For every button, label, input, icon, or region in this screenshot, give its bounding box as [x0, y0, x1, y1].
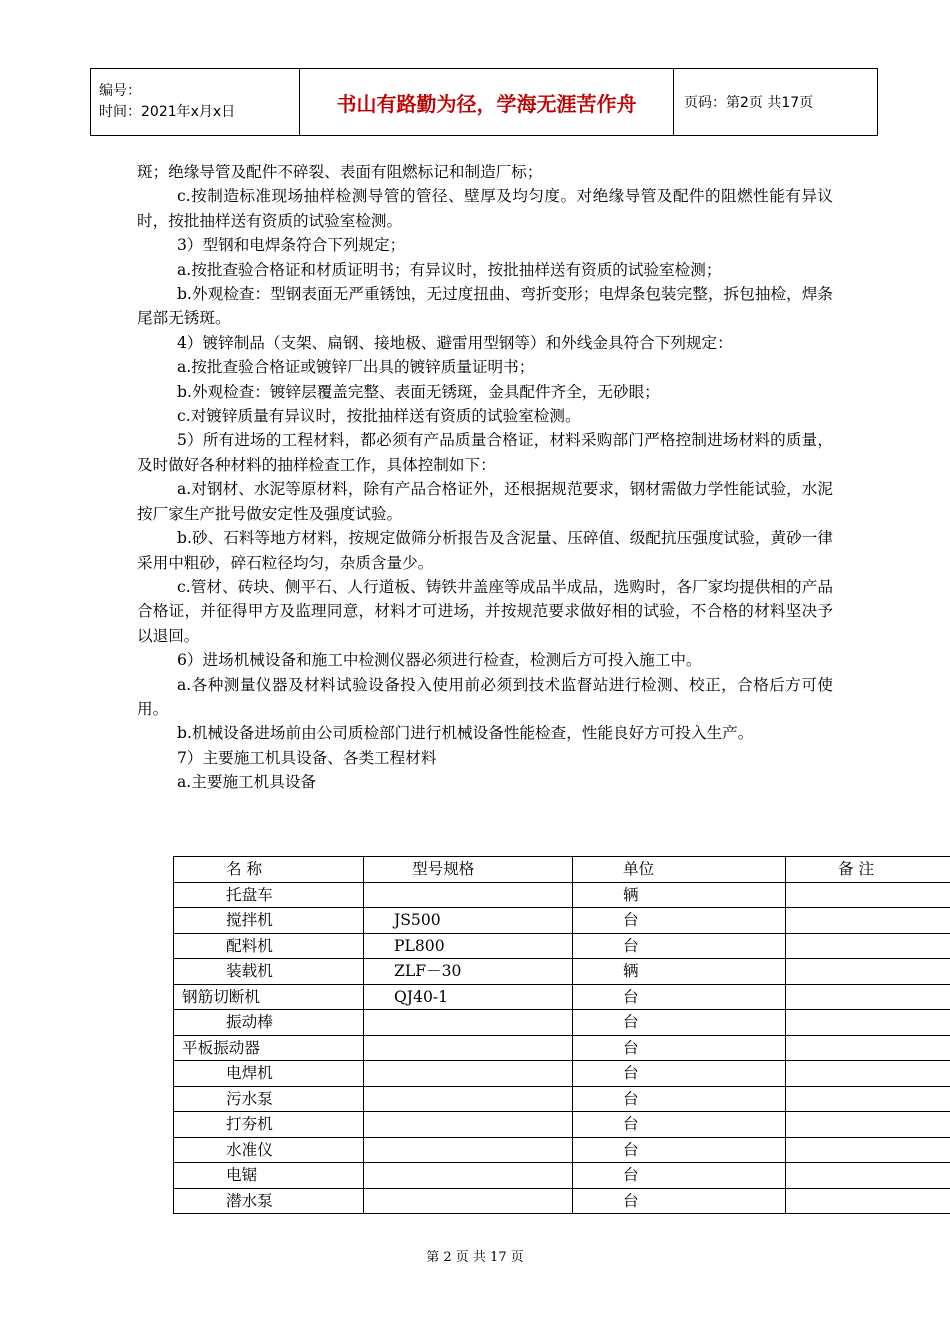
paragraph: a.按批查验合格证或镀锌厂出具的镀锌质量证明书；	[177, 358, 535, 377]
table-row	[174, 1137, 950, 1163]
column-header-remarks: 备 注	[786, 857, 950, 883]
cell-name: 平板振动器	[174, 1035, 364, 1061]
table-row	[174, 1112, 950, 1138]
paragraph: a.主要施工机具设备	[177, 773, 317, 792]
cell-name: 水准仪	[174, 1137, 364, 1163]
paragraph: a.按批查验合格证和材质证明书；有异议时，按批抽样送有资质的试验室检测；	[177, 260, 722, 279]
document-body	[137, 160, 833, 795]
cell-remarks	[786, 882, 950, 908]
header-meta	[91, 69, 300, 136]
cell-name: 托盘车	[174, 882, 364, 908]
cell-model: JS500	[364, 908, 573, 934]
equipment-table	[173, 856, 950, 1214]
cell-model	[364, 1010, 573, 1036]
cell-model	[364, 1163, 573, 1189]
cell-name: 配料机	[174, 933, 364, 959]
table-row	[174, 908, 950, 934]
paragraph: a.对钢材、水泥等原材料，除有产品合格证外，还根据规范要求，钢材需做力学性能试验，水泥按厂家生产批号做安定性及强度试验。	[137, 480, 833, 523]
cell-model: QJ40-1	[364, 984, 573, 1010]
cell-remarks	[786, 1061, 950, 1087]
cell-remarks	[786, 959, 950, 985]
paragraph: b.外观检查：镀锌层覆盖完整、表面无锈斑，金具配件齐全，无砂眼；	[177, 382, 660, 401]
table-row	[174, 1086, 950, 1112]
table-row	[174, 984, 950, 1010]
paragraph: 斑；绝缘导管及配件不碎裂、表面有阻燃标记和制造厂标；	[137, 163, 543, 181]
cell-unit: 台	[573, 1061, 786, 1087]
column-header-unit: 单位	[573, 857, 786, 883]
cell-model: PL800	[364, 933, 573, 959]
cell-model: ZLF－30	[364, 959, 573, 985]
table-row	[174, 1035, 950, 1061]
table-row	[174, 933, 950, 959]
cell-model	[364, 1035, 573, 1061]
paragraph: 4）镀锌制品（支架、扁钢、接地极、避雷用型钢等）和外线金具符合下列规定：	[177, 333, 733, 352]
table-row	[174, 1188, 950, 1214]
table-row	[174, 882, 950, 908]
cell-unit: 台	[573, 1112, 786, 1138]
cell-unit: 台	[573, 1086, 786, 1112]
cell-unit: 台	[573, 1188, 786, 1214]
paragraph: c.按制造标准现场抽样检测导管的管径、壁厚及均匀度。对绝缘导管及配件的阻燃性能有异议时，按批抽样送有资质的试验室检测。	[137, 187, 833, 230]
cell-unit: 辆	[573, 959, 786, 985]
paragraph: b.机械设备进场前由公司质检部门进行机械设备性能检查，性能良好方可投入生产。	[177, 724, 754, 743]
cell-model	[364, 1061, 573, 1087]
cell-remarks	[786, 933, 950, 959]
time-label: 时间：2021年x月x日	[99, 104, 236, 120]
cell-name: 电焊机	[174, 1061, 364, 1087]
paragraph: 6）进场机械设备和施工中检测仪器必须进行检查，检测后方可投入施工中。	[177, 651, 702, 670]
cell-name: 电锯	[174, 1163, 364, 1189]
header-page-number: 页码：第2页 共17页	[674, 69, 878, 136]
page-footer: 第 2 页 共 17 页	[426, 1250, 524, 1265]
cell-unit: 台	[573, 933, 786, 959]
cell-remarks	[786, 1137, 950, 1163]
cell-name: 钢筋切断机	[174, 984, 364, 1010]
cell-remarks	[786, 1010, 950, 1036]
cell-unit: 台	[573, 984, 786, 1010]
paragraph: b.外观检查：型钢表面无严重锈蚀，无过度扭曲、弯折变形；电焊条包装完整，拆包抽检，焊条尾部无锈斑。	[137, 285, 833, 328]
column-header-model: 型号规格	[364, 857, 573, 883]
cell-remarks	[786, 1112, 950, 1138]
paragraph: c.对镀锌质量有异议时，按批抽样送有资质的试验室检测。	[177, 407, 581, 426]
cell-unit: 辆	[573, 882, 786, 908]
cell-model	[364, 1137, 573, 1163]
cell-name: 污水泵	[174, 1086, 364, 1112]
cell-model	[364, 1086, 573, 1112]
cell-unit: 台	[573, 1137, 786, 1163]
cell-unit: 台	[573, 1035, 786, 1061]
table-row	[174, 959, 950, 985]
paragraph: c.管材、砖块、侧平石、人行道板、铸铁井盖座等成品半成品，选购时，各厂家均提供相的产品合格证，并征得甲方及监理同意，材料才可进场，并按规范要求做好相的试验，不合格的材料坚决予以退回。	[137, 577, 833, 645]
cell-model	[364, 882, 573, 908]
paragraph: 5）所有进场的工程材料，都必须有产品质量合格证，材料采购部门严格控制进场材料的质量，及时做好各种材料的抽样检查工作，具体控制如下：	[137, 431, 833, 474]
paragraph: a.各种测量仪器及材料试验设备投入使用前必须到技术监督站进行检测、校正，合格后方可使用。	[137, 675, 833, 718]
cell-name: 振动棒	[174, 1010, 364, 1036]
cell-name: 装载机	[174, 959, 364, 985]
cell-unit: 台	[573, 1163, 786, 1189]
cell-model	[364, 1112, 573, 1138]
table-header-row	[174, 857, 950, 883]
header-motto: 书山有路勤为径，学海无涯苦作舟	[300, 69, 674, 136]
paragraph: 7）主要施工机具设备、各类工程材料	[177, 748, 437, 767]
paragraph: 3）型钢和电焊条符合下列规定；	[177, 236, 406, 255]
cell-name: 搅拌机	[174, 908, 364, 934]
cell-unit: 台	[573, 1010, 786, 1036]
cell-model	[364, 1188, 573, 1214]
cell-unit: 台	[573, 908, 786, 934]
table-row	[174, 1010, 950, 1036]
paragraph: b.砂、石料等地方材料，按规定做筛分析报告及含泥量、压碎值、级配抗压强度试验，黄砂一律采用中粗砂，碎石粒径均匀，杂质含量少。	[137, 529, 833, 572]
cell-remarks	[786, 1086, 950, 1112]
cell-remarks	[786, 1188, 950, 1214]
cell-name: 潜水泵	[174, 1188, 364, 1214]
table-row	[174, 1061, 950, 1087]
table-row	[174, 1163, 950, 1189]
column-header-name: 名 称	[174, 857, 364, 883]
page-header	[90, 68, 878, 136]
number-label: 编号：	[99, 83, 141, 99]
cell-remarks	[786, 1163, 950, 1189]
cell-remarks	[786, 1035, 950, 1061]
cell-remarks	[786, 908, 950, 934]
cell-remarks	[786, 984, 950, 1010]
cell-name: 打夯机	[174, 1112, 364, 1138]
